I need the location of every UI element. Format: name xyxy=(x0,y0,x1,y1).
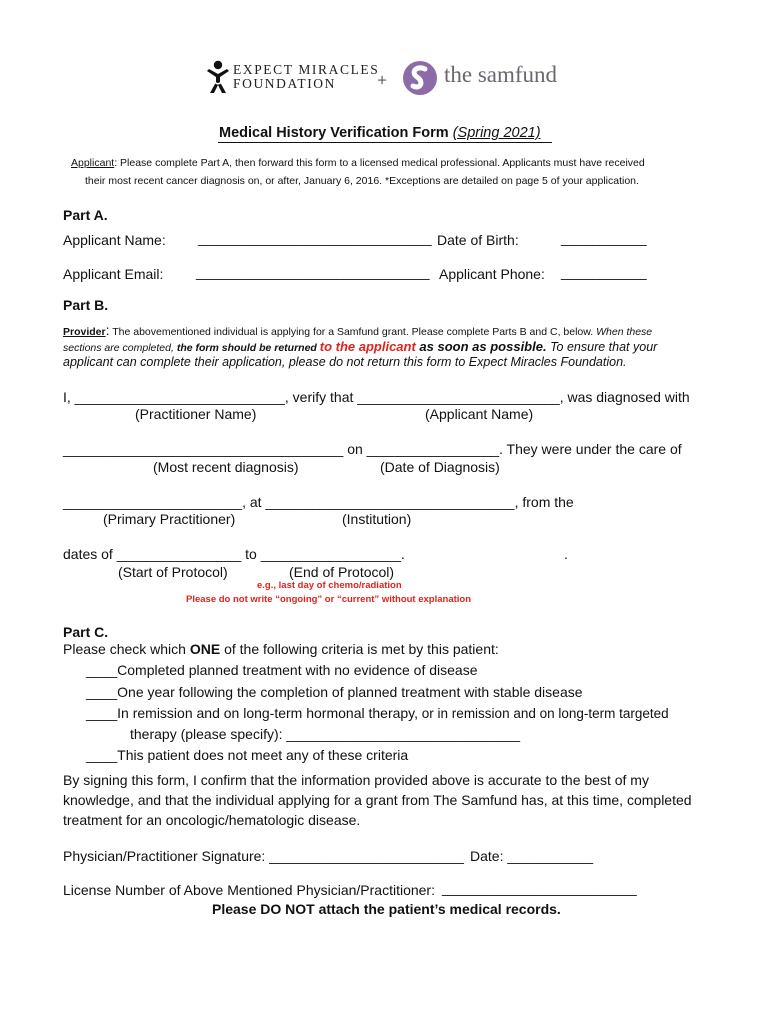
criteria-option-1[interactable]: ____Completed planned treatment with no evidence of disease xyxy=(86,662,478,678)
primary-practitioner-caption: (Primary Practitioner) xyxy=(103,511,236,527)
protocol-note-1: e.g., last day of chemo/radiation xyxy=(257,580,402,591)
date-of-birth-label: Date of Birth: xyxy=(437,232,519,248)
protocol-note-2: Please do not write “ongoing” or “current” without explanation xyxy=(186,594,472,605)
license-number-label: License Number of Above Mentioned Physician/Practitioner: xyxy=(63,882,435,898)
part-a-heading: Part A. xyxy=(63,207,108,223)
institution-caption: (Institution) xyxy=(342,511,412,527)
start-protocol-caption: (Start of Protocol) xyxy=(118,564,228,580)
samfund-logo-text: the samfund xyxy=(444,62,558,87)
diagnosis-date-caption: (Date of Diagnosis) xyxy=(380,459,500,475)
expect-miracles-logo-icon xyxy=(204,60,232,94)
signature-date-field[interactable]: Date: ___________ xyxy=(470,848,593,864)
verify-row-4[interactable]: dates of ________________ to __________________. xyxy=(63,546,405,562)
practitioner-name-caption: (Practitioner Name) xyxy=(135,406,257,422)
title-underline xyxy=(218,142,552,143)
criteria-option-2[interactable]: ____One year following the completion of planned treatment with stable disease xyxy=(86,684,583,700)
date-of-birth-field[interactable]: ___________ xyxy=(561,230,647,246)
row-4-dot: . xyxy=(564,546,568,562)
provider-line-3: applicant can complete their application, please do not return this form to Expect Miracles Foundation. xyxy=(63,355,627,369)
expect-miracles-logo-text: EXPECT MIRACLES FOUNDATION xyxy=(233,62,380,91)
part-b-heading: Part B. xyxy=(63,297,109,313)
applicant-phone-label: Applicant Phone: xyxy=(439,266,545,282)
applicant-name-caption: (Applicant Name) xyxy=(425,406,534,422)
signing-line-1: By signing this form, I confirm that the information provided above is accurate to the best of my xyxy=(63,772,649,788)
criteria-option-3-specify[interactable]: therapy (please specify): ______________________________ xyxy=(130,726,520,742)
verify-row-1[interactable]: I, ___________________________, verify that __________________________, was diagnosed with xyxy=(63,389,690,405)
signing-line-2: knowledge, and that the individual applying for a grant from The Samfund has, at this time, completed xyxy=(63,792,692,808)
applicant-phone-field[interactable]: ___________ xyxy=(561,264,647,280)
part-c-heading: Part C. xyxy=(63,624,109,640)
provider-line-1: Provider: The abovementioned individual is applying for a Samfund grant. Please complete Parts B and C, below. When these xyxy=(63,322,653,338)
verify-row-2[interactable]: ____________________________________ on _________________. They were under the care of xyxy=(63,441,682,457)
end-protocol-caption: (End of Protocol) xyxy=(289,564,395,580)
signature-field[interactable]: Physician/Practitioner Signature: _________________________ xyxy=(63,848,464,864)
samfund-logo-icon xyxy=(402,60,438,96)
criteria-option-3[interactable]: ____In remission and on long-term hormonal therapy, or in remission and on long-term targeted xyxy=(86,705,669,721)
applicant-email-field[interactable]: ______________________________ xyxy=(196,264,430,280)
footer-note: Please DO NOT attach the patient’s medical records. xyxy=(212,901,561,917)
provider-line-2: sections are completed, the form should be returned to the applicant as soon as possible. To ensure that your xyxy=(63,339,658,354)
diagnosis-caption: (Most recent diagnosis) xyxy=(153,459,299,475)
form-title: Medical History Verification Form (Spring 2021) xyxy=(219,125,541,141)
applicant-name-field[interactable]: ______________________________ xyxy=(198,230,432,246)
applicant-email-label: Applicant Email: xyxy=(63,266,164,282)
applicant-name-label: Applicant Name: xyxy=(63,232,166,248)
verify-row-3[interactable]: _______________________, at ________________________________, from the xyxy=(63,494,574,510)
intro-line-1: Applicant: Please complete Part A, then forward this form to a licensed medical professional. Applicants must have received xyxy=(71,157,645,169)
license-number-field[interactable]: _________________________ xyxy=(442,880,637,896)
part-c-intro: Please check which ONE of the following criteria is met by this patient: xyxy=(63,641,499,657)
logo-plus: + xyxy=(377,70,388,90)
intro-line-2: their most recent cancer diagnosis on, or after, January 6, 2016. *Exceptions are detailed on page 5 of your application. xyxy=(85,175,639,187)
criteria-option-4[interactable]: ____This patient does not meet any of these criteria xyxy=(86,747,409,763)
signing-line-3: treatment for an oncologic/hematologic disease. xyxy=(63,812,361,828)
